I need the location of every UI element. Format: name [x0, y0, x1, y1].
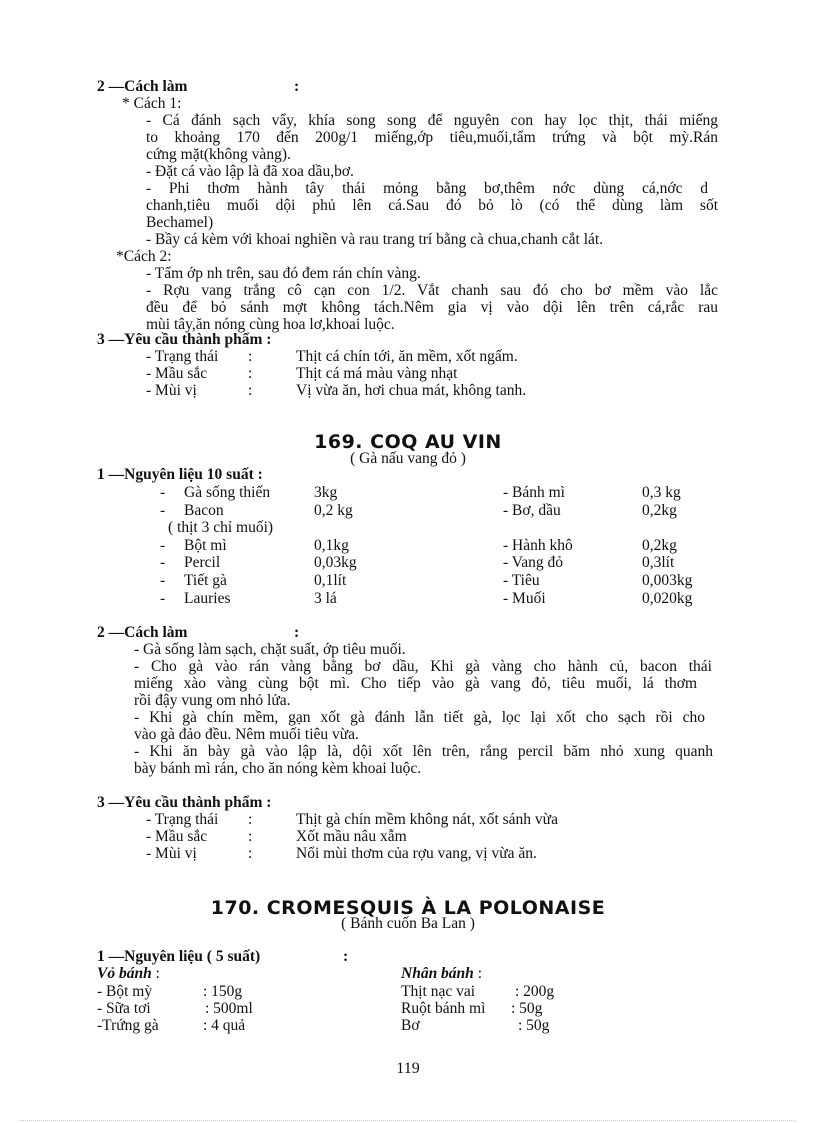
- cach-lam-line: vào gà đảo đều. Nêm muối tiêu vừa.: [134, 726, 359, 743]
- cach1-line: - Cá đánh sạch vẩy, khía song song để nguyên con hay lọc thịt, thái miếng: [146, 112, 718, 129]
- yeu-cau-value: Thịt cá chín tới, ăn mềm, xốt ngấm.: [296, 348, 518, 365]
- ingredient-qty: 0,020kg: [642, 590, 693, 607]
- ingredient-qty: : 150g: [203, 983, 243, 1000]
- ingredient-qty: : 50g: [511, 1000, 543, 1017]
- cach-lam-colon: :: [294, 624, 300, 641]
- yeu-cau-colon: :: [248, 382, 253, 399]
- yeu-cau-heading: 3 —Yêu cầu thành phẩm :: [97, 794, 272, 811]
- ingredient-name: - Bột mỳ: [97, 983, 153, 1000]
- page-number: 119: [396, 1060, 420, 1077]
- ingredient-name: Bacon: [184, 502, 224, 519]
- ingredient-qty: 0,3 kg: [642, 484, 681, 501]
- yeu-cau-value: Thịt cá má màu vàng nhạt: [296, 365, 458, 382]
- yeu-cau-colon: :: [248, 365, 253, 382]
- yeu-cau-label: - Mùi vị: [146, 845, 197, 862]
- vo-banh-colon: :: [151, 965, 160, 982]
- ingredient-name: - Vang đỏ: [503, 554, 563, 571]
- ingredient-dash: -: [160, 484, 166, 501]
- yeu-cau-value: Xốt mầu nâu xẫm: [296, 828, 407, 845]
- ingredient-name: - Sữa tơi: [97, 1000, 151, 1017]
- ingredient-qty: 3kg: [314, 484, 338, 501]
- bacon-note: ( thịt 3 chỉ muối): [168, 519, 274, 536]
- cach-lam-line: - Gà sống làm sạch, chặt suất, ớp tiêu muối.: [134, 641, 406, 658]
- nguyen-lieu-colon: :: [343, 948, 349, 965]
- ingredient-qty: 3 lá: [314, 590, 337, 607]
- ingredient-name: Bột mì: [184, 537, 227, 554]
- ingredient-qty: 0,2kg: [642, 537, 677, 554]
- vo-banh-label-text: Vỏ bánh: [97, 965, 152, 982]
- vo-banh-label: [97, 965, 160, 982]
- ingredient-name: Tiết gà: [184, 572, 227, 589]
- recipe-title: 169. COQ AU VIN: [314, 431, 502, 453]
- ingredient-name: Gà sống thiến: [184, 484, 271, 501]
- ingredient-qty: 0,03kg: [314, 554, 357, 571]
- cach1-line: - Đặt cá vào lập là đã xoa dầu,bơ.: [146, 163, 354, 180]
- yeu-cau-heading: 3 —Yêu cầu thành phẩm :: [97, 331, 272, 348]
- cach1-line: - Phi thơm hành tây thái mỏng bằng bơ,thêm nớc dùng cá,nớc d: [146, 180, 708, 197]
- yeu-cau-label: - Trạng thái: [146, 811, 219, 828]
- ingredient-qty: 0,1kg: [314, 537, 349, 554]
- ingredient-dash: -: [160, 590, 166, 607]
- ingredient-name: Thịt nạc vai: [401, 983, 476, 1000]
- ingredient-name: Ruột bánh mì: [401, 1000, 486, 1017]
- recipe-subtitle: ( Bánh cuốn Ba Lan ): [341, 915, 475, 932]
- cach1-label: * Cách 1:: [122, 95, 182, 112]
- cach-lam-line: - Khi ăn bày gà vào lập là, dội xốt lên trên, rắng percil băm nhỏ xung quanh: [134, 743, 713, 760]
- ingredient-qty: 0,3lít: [642, 554, 675, 571]
- ingredient-qty: : 500ml: [205, 1000, 253, 1017]
- yeu-cau-label: - Trạng thái: [146, 348, 219, 365]
- nhan-banh-colon: :: [473, 965, 482, 982]
- ingredient-dash: -: [160, 554, 166, 571]
- cach-lam-colon: :: [294, 78, 300, 95]
- yeu-cau-label: - Mầu sắc: [146, 365, 208, 382]
- cach1-line: - Bầy cá kèm với khoai nghiền và rau trang trí bằng cà chua,chanh cắt lát.: [146, 231, 604, 248]
- nguyen-lieu-heading: 1 —Nguyên liệu ( 5 suất): [97, 948, 261, 965]
- yeu-cau-colon: :: [248, 348, 253, 365]
- cach1-line: to khoảng 170 đến 200g/1 miếng,ớp tiêu,muối,tẩm trứng và bột mỳ.Rán: [146, 129, 718, 146]
- cach-lam-line: rồi đậy vung om nhỏ lửa.: [134, 692, 291, 709]
- ingredient-qty: : 200g: [515, 983, 555, 1000]
- ingredient-name: - Hành khô: [503, 537, 573, 554]
- yeu-cau-label: - Mùi vị: [146, 382, 197, 399]
- cach2-label: *Cách 2:: [116, 248, 172, 265]
- cach-lam-line: miếng xào vàng cùng bột mì. Cho tiếp vào gà vang đỏ, tiêu muối, lá thơm: [134, 675, 697, 692]
- yeu-cau-label: - Mầu sắc: [146, 828, 208, 845]
- recipe-subtitle: ( Gà nấu vang đỏ ): [350, 450, 466, 467]
- ingredient-name: - Bánh mì: [503, 484, 565, 501]
- cach-lam-line: - Khi gà chín mềm, gạn xốt gà đánh lẫn tiết gà, lọc lại xốt cho sạch rồi cho: [134, 709, 705, 726]
- cach1-line: cứng mặt(không vàng).: [146, 146, 291, 163]
- nhan-banh-label: [401, 965, 482, 982]
- cach-lam-line: bày bánh mì rán, cho ăn nóng kèm khoai luộc.: [134, 760, 422, 777]
- ingredient-name: Percil: [184, 554, 221, 571]
- ingredient-qty: 0,2 kg: [314, 502, 353, 519]
- cach-lam-heading: 2 —Cách làm: [97, 624, 188, 641]
- yeu-cau-colon: :: [248, 811, 253, 828]
- cach2-line: đều để bỏ sánh mợt không tách.Nêm gia vị vào dội lên trên cá,rắc rau: [146, 299, 718, 316]
- ingredient-name: - Bơ, dầu: [503, 502, 561, 519]
- cach-lam-line: - Cho gà vào rán vàng bằng bơ dầu, Khi gà vàng cho hành củ, bacon thái: [134, 658, 712, 675]
- ingredient-dash: -: [160, 502, 166, 519]
- ingredient-qty: 0,2kg: [642, 502, 677, 519]
- ingredient-name: Bơ: [401, 1017, 420, 1034]
- yeu-cau-colon: :: [248, 828, 253, 845]
- ingredient-qty: 0,003kg: [642, 572, 693, 589]
- ingredient-qty: : 50g: [518, 1017, 550, 1034]
- cach2-line: mùi tây,ăn nóng cùng hoa lơ,khoai luộc.: [146, 316, 395, 333]
- nhan-banh-label-text: Nhân bánh: [401, 965, 474, 982]
- cach-lam-heading: 2 —Cách làm: [97, 78, 188, 95]
- yeu-cau-colon: :: [248, 845, 253, 862]
- ingredient-name: - Tiêu: [503, 572, 540, 589]
- ingredient-qty: 0,1lít: [314, 572, 347, 589]
- ingredient-name: -Trứng gà: [97, 1017, 159, 1034]
- yeu-cau-value: Nổi mùi thơm của rợu vang, vị vừa ăn.: [296, 845, 537, 862]
- nguyen-lieu-heading: 1 —Nguyên liệu 10 suất :: [97, 466, 263, 483]
- ingredient-dash: -: [160, 572, 166, 589]
- ingredient-dash: -: [160, 537, 166, 554]
- cach1-line: chanh,tiêu muối dội phủ lên cá.Sau đó bỏ lò (có thể dùng làm sốt: [146, 197, 718, 214]
- cach2-line: - Rợu vang trắng cô cạn con 1/2. Vắt chanh sau đó cho bơ mềm vào lắc: [146, 282, 718, 299]
- yeu-cau-value: Thịt gà chín mềm không nát, xốt sánh vừa: [296, 811, 558, 828]
- yeu-cau-value: Vị vừa ăn, hơi chua mát, không tanh.: [296, 382, 527, 399]
- cach2-line: - Tẩm ớp nh trên, sau đó đem rán chín vàng.: [146, 265, 421, 282]
- cach1-line: Bechamel): [146, 214, 214, 231]
- ingredient-name: - Muối: [503, 590, 546, 607]
- ingredient-name: Lauries: [184, 590, 231, 607]
- ingredient-qty: : 4 quả: [203, 1017, 246, 1034]
- bottom-divider: [20, 1120, 796, 1121]
- recipe-title: 170. CROMESQUIS À LA POLONAISE: [210, 897, 606, 919]
